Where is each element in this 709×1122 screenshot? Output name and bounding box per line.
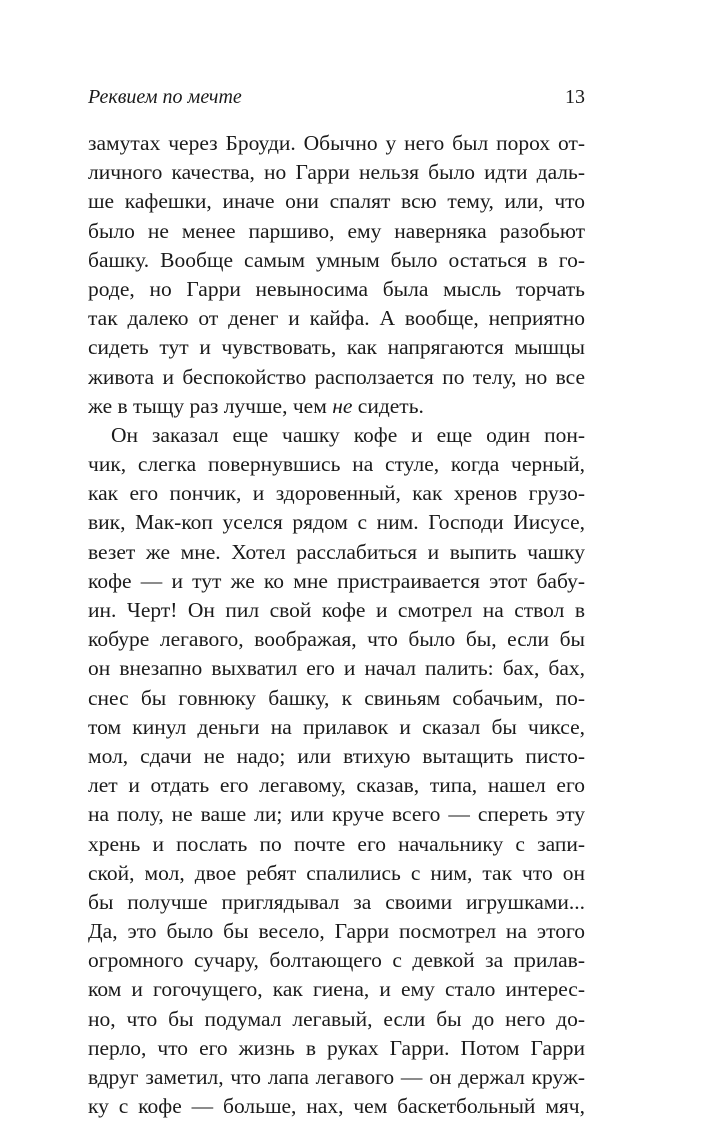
text-line: ку с кофе — больше, нах, чем баскетбольный мяч, [88,1094,585,1119]
text-line: роде, но Гарри невыносима была мысль торчать [88,276,585,301]
text-line: том кинул деньги на прилавок и сказал бы чиксе, [88,714,585,739]
body-text [88,129,585,1121]
text-line: как его пончик, и здоровенный, как хренов грузо- [88,481,585,506]
text-line: но, что бы подумал легавый, если бы до него до- [88,1006,585,1031]
paragraph-2 [88,421,585,1122]
text-line: живота и беспокойство расползается по телу, но все [88,364,585,389]
text-line: было не менее паршиво, ему наверняка разобьют [88,218,585,243]
text-line: замутах через Броуди. Обычно у него был порох от- [88,131,585,155]
text-line: ин. Черт! Он пил свой кофе и смотрел на ствол в [88,598,585,622]
text-line: ком и гогочущего, как гиена, и ему стало интерес- [88,977,585,1002]
text-line: сидеть тут и чувствовать, как напрягаются мышцы [88,335,585,360]
emphasized-word: не [332,393,353,418]
paragraph-1 [88,129,585,421]
text-line: огромного сучару, болтающего с девкой за прилав- [88,948,585,973]
text-line: Он заказал еще чашку кофе и еще один пон- [111,422,585,447]
text-line: ской, мол, двое ребят спалились с ним, так что он [88,860,585,885]
text-line [88,392,585,421]
text-line: кобуре легавого, воображая, что было бы, если бы [88,627,585,652]
text-line: так далеко от денег и кайфа. А вообще, неприятно [88,306,585,331]
page-number: 13 [565,86,585,108]
text-segment: же в тыщу раз лучше, чем [88,393,333,418]
text-line: ше кафешки, иначе они спалят всю тему, или, что [88,189,585,214]
text-line: чик, слегка повернувшись на стуле, когда черный, [88,452,585,477]
text-line: хрень и послать по почте его начальнику с запи- [88,831,585,856]
text-line: лет и отдать его легавому, сказав, типа, нашел его [88,773,585,798]
text-segment: сидеть. [352,393,424,418]
text-line: бы получше приглядывал за своими игрушками... [88,889,585,914]
text-line: на полу, не ваше ли; или круче всего — спереть эту [88,802,585,827]
text-line: башку. Вообще самым умным было остаться в го- [88,247,585,272]
text-line: вдруг заметил, что лапа легавого — он держал круж- [88,1065,585,1089]
text-line: снес бы говнюку башку, к свиньям собачьим, по- [88,685,585,710]
text-line: Да, это было бы весело, Гарри посмотрел на этого [88,919,585,944]
text-line: личного качества, но Гарри нельзя было идти даль- [88,160,585,185]
text-line: везет же мне. Хотел расслабиться и выпить чашку [88,539,585,564]
text-line: кофе — и тут же ко мне пристраивается этот бабу- [88,568,585,593]
text-line: мол, сдачи не надо; или втихую вытащить писто- [88,743,585,768]
text-line: вик, Мак-коп уселся рядом с ним. Господи Иисусе, [88,510,585,535]
running-title: Реквием по мечте [88,86,242,108]
text-line: он внезапно выхватил его и начал палить: бах, бах, [88,656,585,681]
text-line: перло, что его жизнь в руках Гарри. Потом Гарри [88,1035,585,1060]
